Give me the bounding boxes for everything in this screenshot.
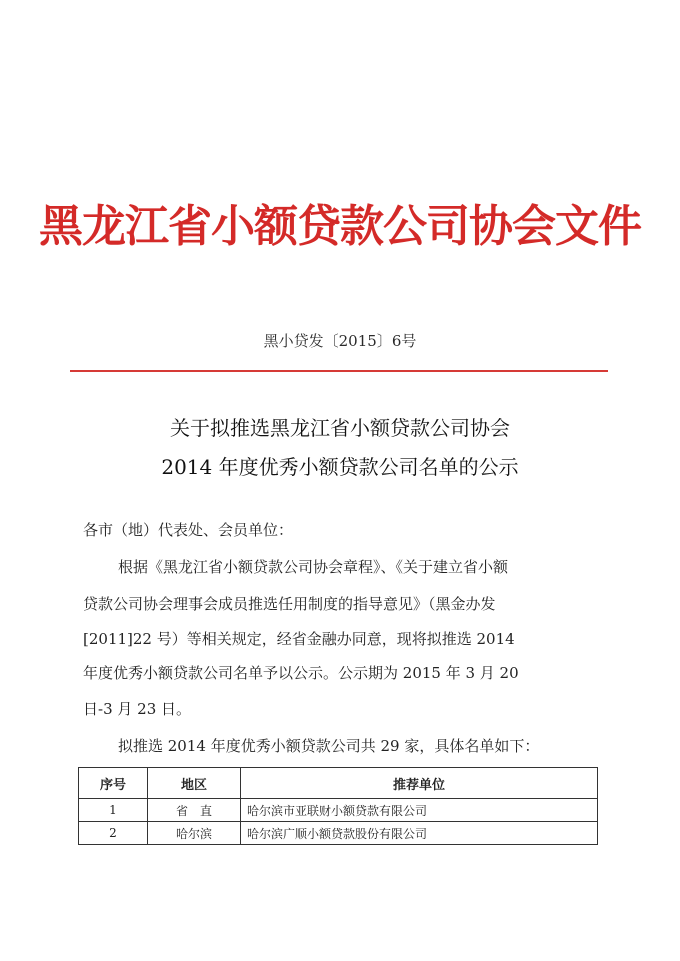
row-region: 省 直 — [148, 799, 241, 822]
body-line-4: 年度优秀小额贷款公司名单予以公示。公示期为 2015 年 3 月 20 — [83, 664, 519, 682]
body-line-5: 日-3 月 23 日。 — [83, 700, 192, 718]
table-header-row — [79, 768, 598, 799]
column-header-number: 序号 — [79, 768, 148, 799]
column-header-unit: 推荐单位 — [241, 768, 598, 799]
body-line-1: 根据《黑龙江省小额贷款公司协会章程》、《关于建立省小额 — [118, 558, 509, 576]
document-number: 黑小贷发〔2015〕6号 — [263, 332, 417, 350]
row-unit: 哈尔滨广顺小额贷款股份有限公司 — [241, 822, 598, 845]
notice-title-line-1: 关于拟推选黑龙江省小额贷款公司协会 — [170, 416, 510, 440]
body-line-3: [2011]22 号）等相关规定，经省金融办同意，现将拟推选 2014 — [83, 630, 515, 648]
salutation: 各市（地）代表处、会员单位： — [83, 521, 294, 539]
notice-title-line-2: 2014 年度优秀小额贷款公司名单的公示 — [161, 455, 519, 479]
company-list-table — [78, 767, 598, 845]
table-row — [79, 822, 598, 845]
row-region: 哈尔滨 — [148, 822, 241, 845]
column-header-region: 地区 — [148, 768, 241, 799]
row-number: 2 — [79, 822, 148, 845]
row-unit: 哈尔滨市亚联财小额贷款有限公司 — [241, 799, 598, 822]
body-line-6: 拟推选 2014 年度优秀小额贷款公司共 29 家，具体名单如下： — [118, 737, 540, 755]
red-divider-line — [70, 370, 608, 372]
table-row — [79, 799, 598, 822]
document-header-title: 黑龙江省小额贷款公司协会文件 — [39, 201, 641, 252]
row-number: 1 — [79, 799, 148, 822]
body-line-2: 贷款公司协会理事会成员推选任用制度的指导意见》（黑金办发 — [83, 595, 496, 613]
